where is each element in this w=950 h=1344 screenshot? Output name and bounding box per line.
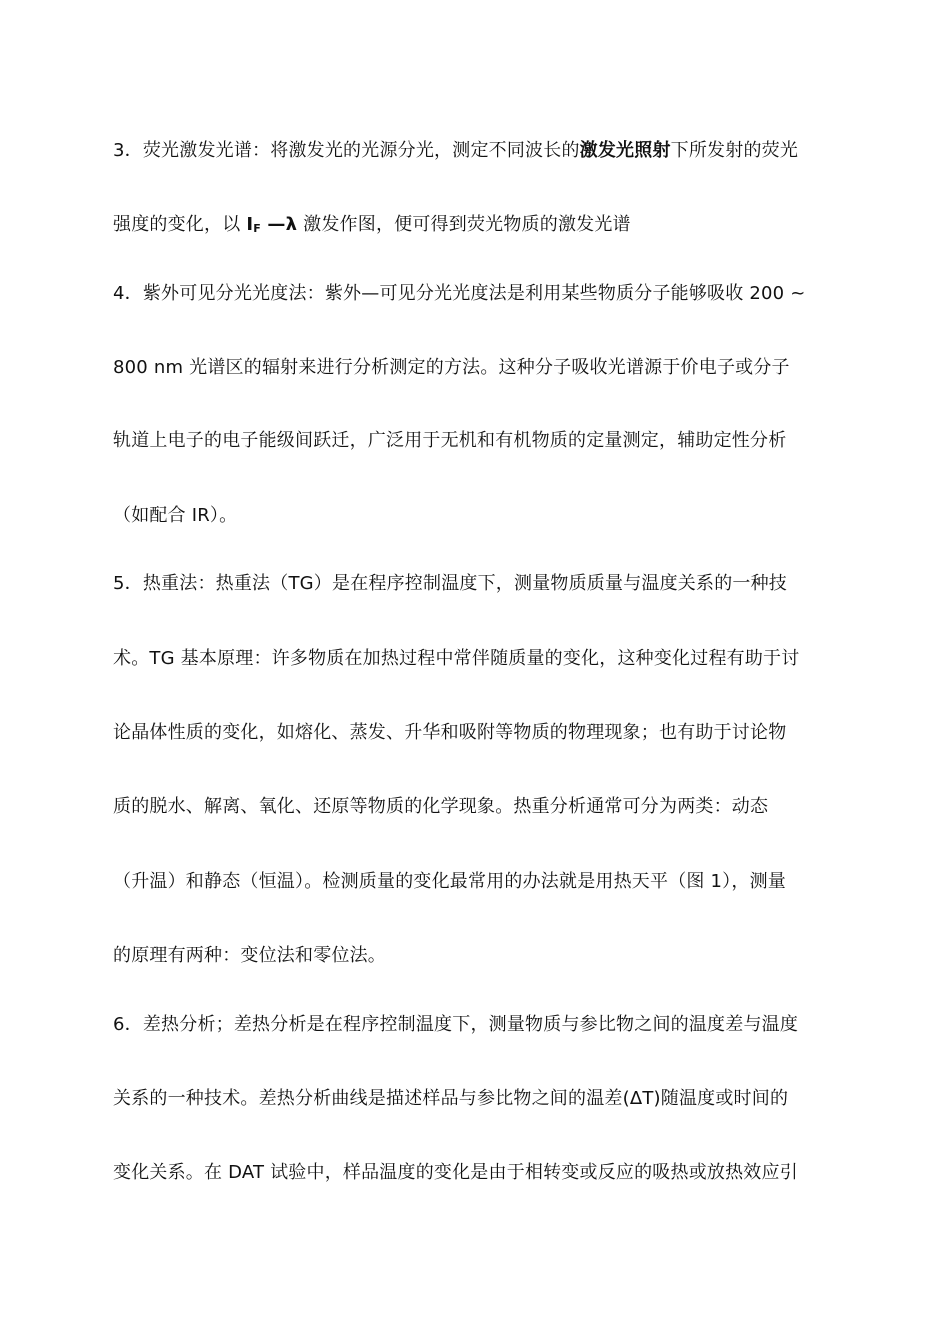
item-4-line-3: 轨道上电子的电子能级间跃迁，广泛用于无机和有机物质的定量测定，辅助定性分析 [113,430,787,451]
item-4-line-1: 4．紫外可见分光光度法：紫外—可见分光光度法是利用某些物质分子能够吸收 200 ~ [113,283,806,304]
item-4-line-4: （如配合 IR）。 [113,505,238,526]
item-3-line-2: 强度的变化，以 IF —λ 激发作图，便可得到荧光物质的激发光谱 [113,214,631,235]
item-6-line-1: 6．差热分析；差热分析是在程序控制温度下，测量物质与参比物之间的温度差与温度 [113,1014,799,1035]
item-5-line-2: 术。TG 基本原理：许多物质在加热过程中常伴随质量的变化，这种变化过程有助于讨 [113,648,800,669]
item-5-line-4: 质的脱水、解离、氧化、还原等物质的化学现象。热重分析通常可分为两类：动态 [113,796,769,817]
item-5-line-6: 的原理有两种：变位法和零位法。 [113,945,386,966]
item-5-line-5: （升温）和静态（恒温）。检测质量的变化最常用的办法就是用热天平（图 1），测量 [113,871,786,892]
item-6-line-2: 关系的一种技术。差热分析曲线是描述样品与参比物之间的温差(ΔT)随温度或时间的 [113,1088,789,1109]
item-5-line-3: 论晶体性质的变化，如熔化、蒸发、升华和吸附等物质的物理现象；也有助于讨论物 [113,722,787,743]
item-3-line-1: 3．荧光激发光谱：将激发光的光源分光，测定不同波长的激发光照射下所发射的荧光 [113,140,799,161]
item-4-line-2: 800 nm 光谱区的辐射来进行分析测定的方法。这种分子吸收光谱源于价电子或分子 [113,357,790,378]
item-5-line-1: 5．热重法：热重法（TG）是在程序控制温度下，测量物质质量与温度关系的一种技 [113,573,787,594]
item-6-line-3: 变化关系。在 DAT 试验中，样品温度的变化是由于相转变或反应的吸热或放热效应引 [113,1162,798,1183]
